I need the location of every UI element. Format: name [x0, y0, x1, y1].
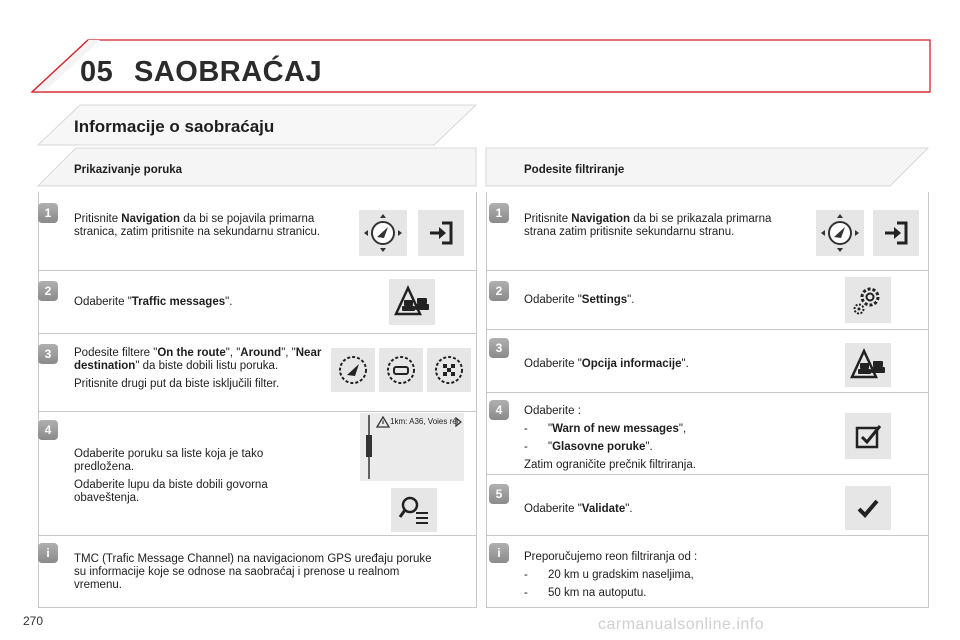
- info-badge: i: [38, 543, 58, 563]
- warning-triangle-icon: [376, 416, 390, 428]
- chevron-right-icon: [454, 417, 462, 427]
- step-badge: 4: [38, 420, 58, 440]
- step-badge: 3: [489, 338, 509, 358]
- right-column-bottom: [486, 607, 929, 608]
- right-column-title: Podesite filtriranje: [524, 164, 625, 176]
- magnifier-list-icon: [397, 493, 431, 527]
- enter-page-icon: [426, 218, 456, 248]
- left-step4-text: Odaberite poruku sa liste koja je tako predložena. Odaberite lupu da biste dobili govorna obaveštenja.: [74, 448, 268, 504]
- info-badge: i: [489, 543, 509, 563]
- divider: [486, 535, 929, 536]
- traffic-warning-icon: [850, 347, 886, 383]
- divider: [486, 392, 929, 393]
- traffic-messages-button[interactable]: [389, 279, 435, 325]
- divider: [38, 535, 476, 536]
- navigation-compass-button[interactable]: [359, 210, 407, 256]
- right-column-border-right: [928, 192, 929, 608]
- chapter-banner: [0, 0, 960, 110]
- checkmark-icon: [855, 495, 881, 521]
- right-step2-text: Odaberite "Settings".: [524, 294, 635, 306]
- filter-around-button[interactable]: [379, 348, 423, 392]
- divider: [486, 329, 929, 330]
- right-info-text: Preporučujemo reon filtriranja od : - 20 km u gradskim naseljima, - 50 km na autoputu.: [524, 551, 698, 599]
- left-column-bottom: [38, 607, 476, 608]
- navigation-compass-button[interactable]: [816, 210, 864, 256]
- destination-flag-icon: [433, 354, 465, 386]
- divider: [38, 411, 476, 412]
- divider: [38, 270, 476, 271]
- filter-near-destination-button[interactable]: [427, 348, 471, 392]
- settings-button[interactable]: [845, 277, 891, 323]
- filter-on-route-button[interactable]: [331, 348, 375, 392]
- warn-checkbox-button[interactable]: [845, 413, 891, 459]
- traffic-warning-icon: [394, 284, 430, 320]
- divider: [486, 270, 929, 271]
- right-step3-text: Odaberite "Opcija informacije".: [524, 358, 689, 370]
- left-step2-text: Odaberite "Traffic messages".: [74, 296, 233, 308]
- step-badge: 2: [489, 281, 509, 301]
- left-column-title: Prikazivanje poruka: [74, 164, 183, 176]
- chapter-title: SAOBRAĆAJ: [134, 56, 323, 88]
- step-badge: 4: [489, 400, 509, 420]
- validate-button[interactable]: [845, 486, 891, 530]
- step-badge: 3: [38, 344, 58, 364]
- step-badge: 2: [38, 281, 58, 301]
- left-info-text: TMC (Trafic Message Channel) na navigacionom GPS uređaju poruke su informacije koje se odnose na saobraćaj i prenose u realnom vremenu.: [74, 553, 432, 591]
- section-title: Informacije o saobraćaju: [74, 117, 275, 136]
- gear-icon: [850, 282, 886, 318]
- right-column-border: [486, 192, 487, 608]
- watermark: carmanualsonline.info: [598, 616, 765, 633]
- secondary-page-button[interactable]: [418, 210, 464, 256]
- compass-icon: [817, 210, 863, 256]
- secondary-page-button[interactable]: [873, 210, 919, 256]
- step-badge: 5: [489, 484, 509, 504]
- screen-message-text: 1km: A36, Voies rét: [390, 417, 459, 426]
- page-number: 270: [23, 614, 44, 628]
- step-badge: 1: [38, 203, 58, 223]
- info-options-button[interactable]: [845, 343, 891, 387]
- compass-icon: [360, 210, 406, 256]
- voice-message-button[interactable]: [391, 488, 437, 532]
- chapter-number: 05: [80, 56, 114, 88]
- left-step3-text: Podesite filtere "On the route", "Around", "Near destination" da biste dobili listu poruka. Pritisnite drugi put da biste isključili filter.: [74, 347, 322, 390]
- enter-page-icon: [881, 218, 911, 248]
- route-compass-icon: [337, 354, 369, 386]
- around-car-icon: [385, 354, 417, 386]
- left-step1-text: Pritisnite Navigation da bi se pojavila primarna stranica, zatim pritisnite na sekundarnu stranicu.: [74, 213, 321, 238]
- right-step4-text: Odaberite : - "Warn of new messages", - "Glasovne poruke". Zatim ograničite prečnik filtriranja.: [524, 405, 696, 471]
- checkbox-checked-icon: [853, 421, 883, 451]
- right-step1-text: Pritisnite Navigation da bi se prikazala primarna strana zatim pritisnite sekundarnu stranu.: [524, 213, 772, 238]
- divider: [38, 333, 476, 334]
- step-badge: 1: [489, 203, 509, 223]
- right-step5-text: Odaberite "Validate".: [524, 503, 633, 515]
- left-column-border-right: [476, 192, 477, 608]
- message-list-screen[interactable]: [360, 413, 464, 481]
